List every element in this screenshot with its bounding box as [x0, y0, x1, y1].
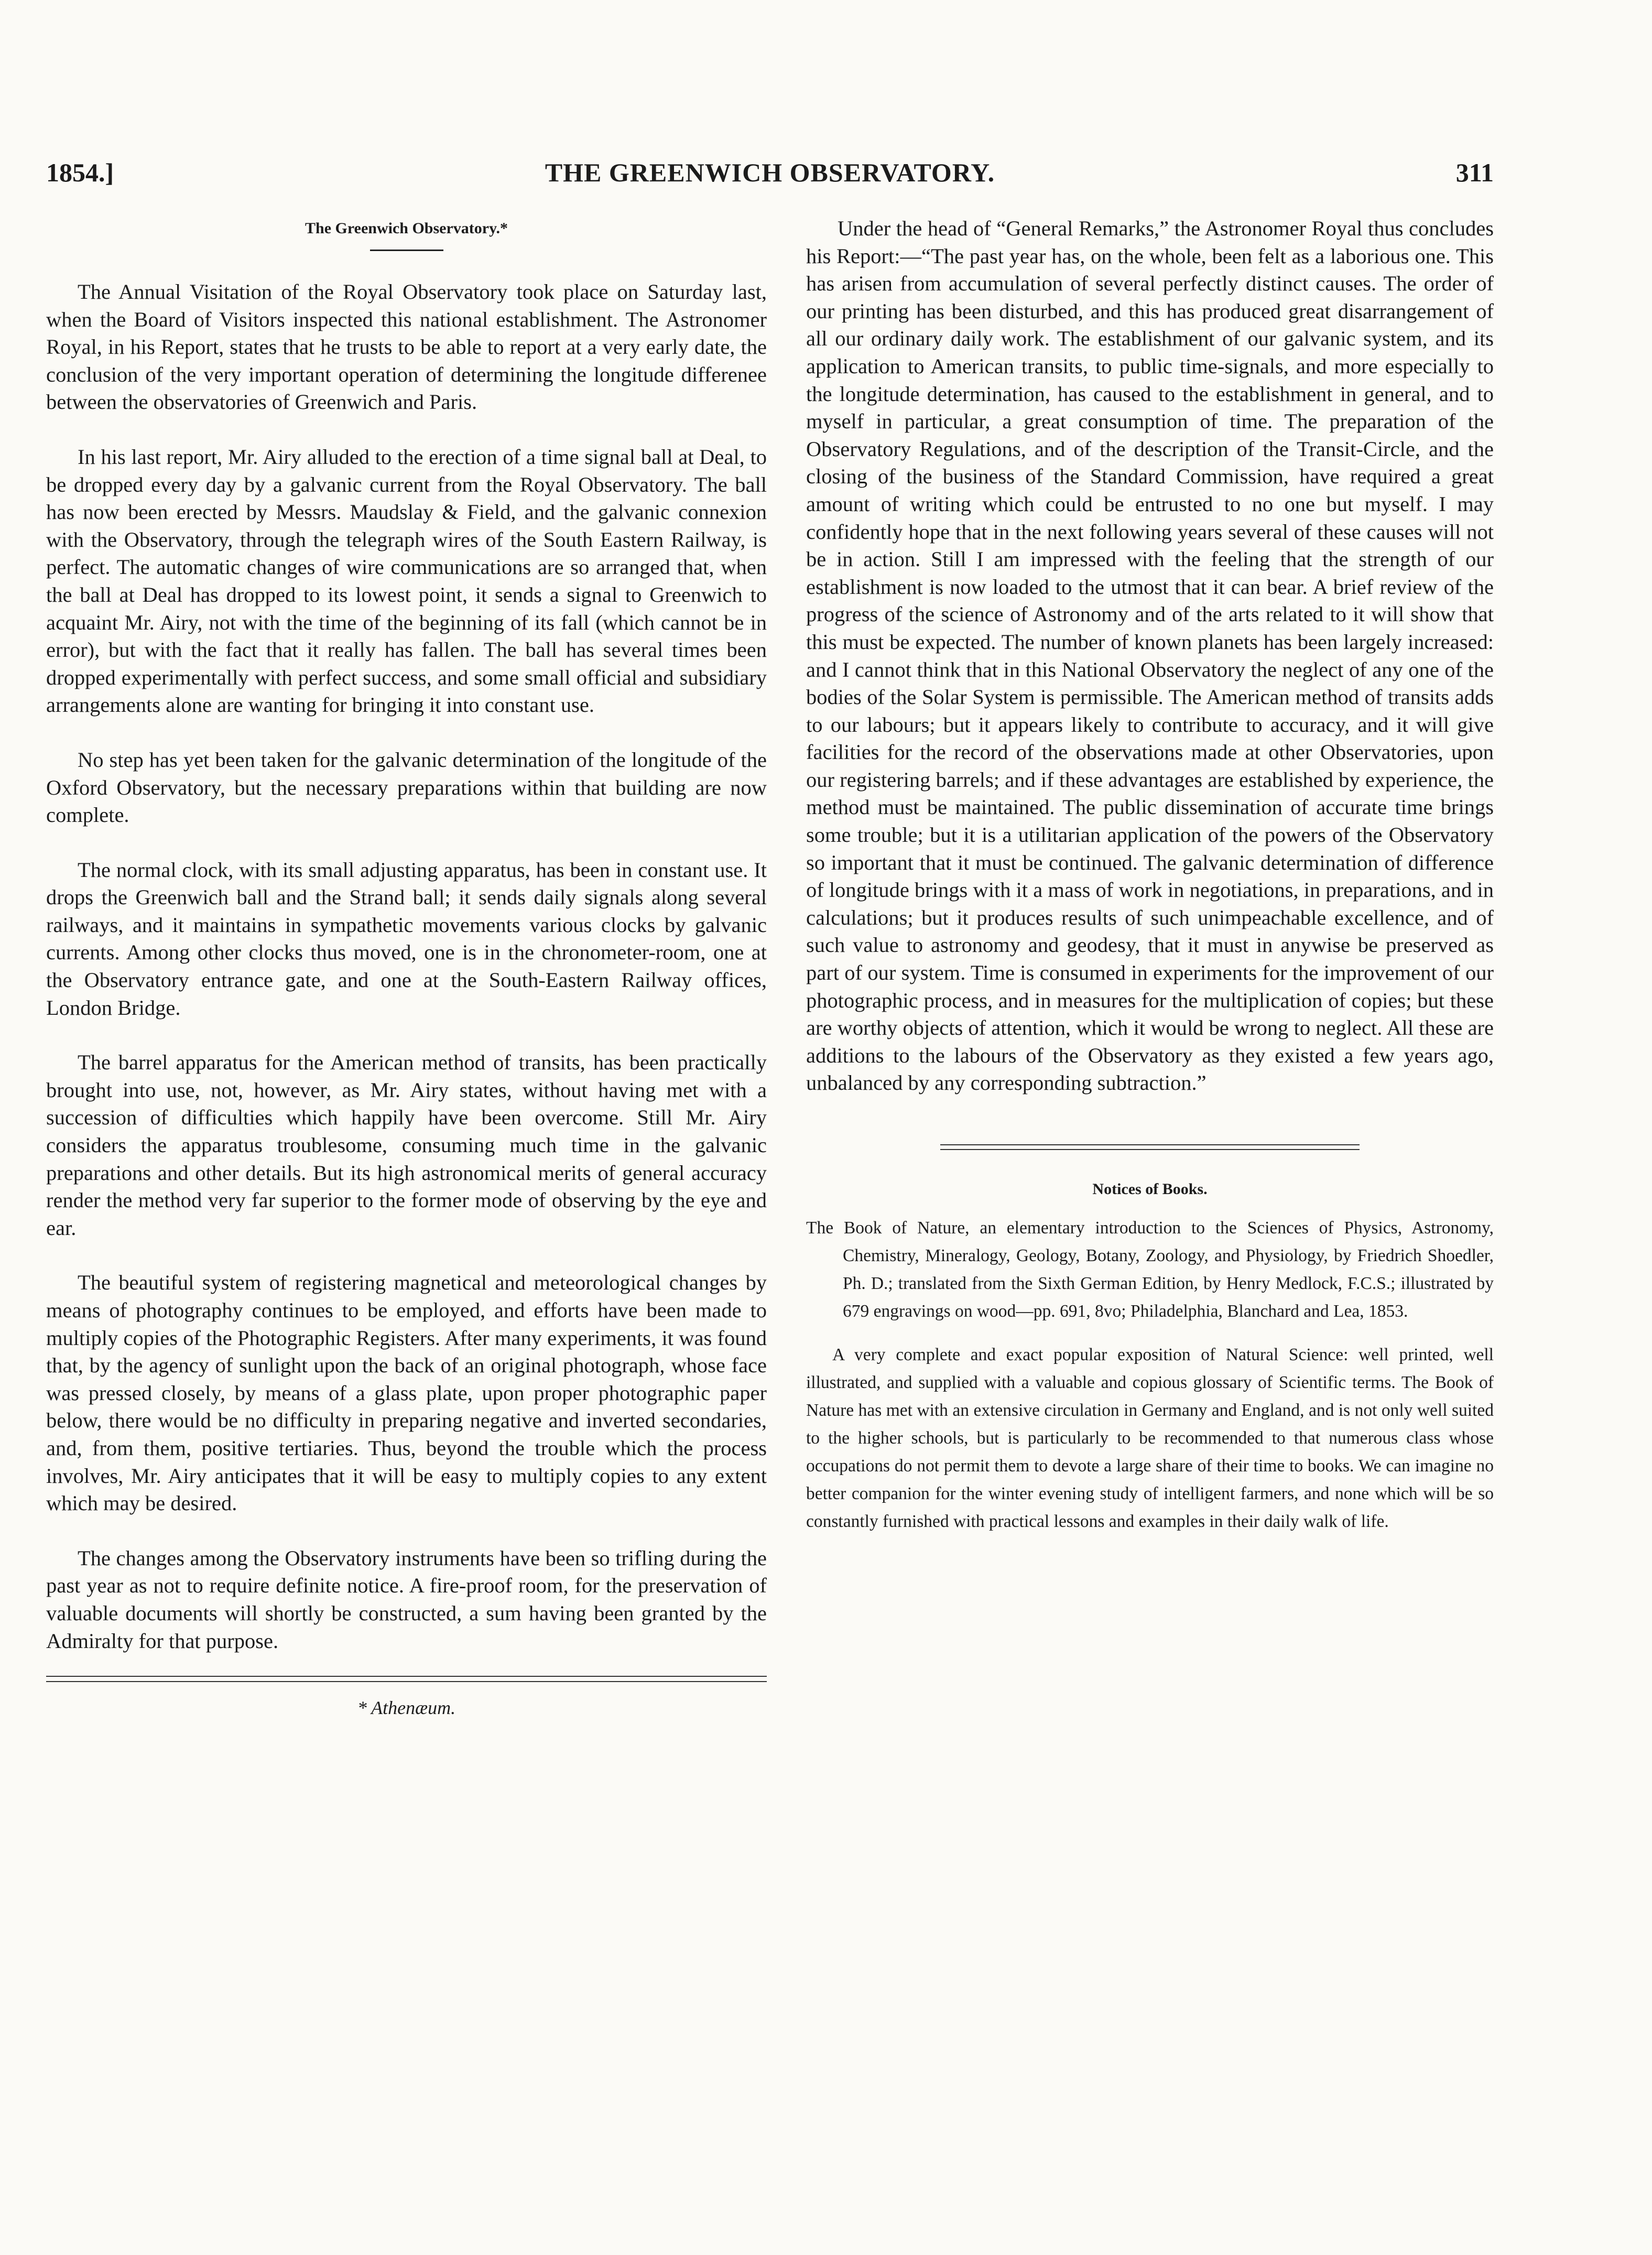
article-paragraph: The beautiful system of registering magnetical and meteorological changes by means of photography continues to be employed, and efforts have been made to multiply copies of the Photographic Registers. After many experiments, it was found that, by the agency of sunlight upon the back of an original photograph, whose face was pressed closely, by means of a glass plate, upon proper photographic paper below, there would be no difficulty in preparing negative and inverted secondaries, and, from them, positive tertiaries. Thus, beyond the trouble which the process involves, Mr. Airy anticipates that it will be easy to multiply copies to any extent which may be desired.	[46, 1271, 767, 1515]
article-paragraph: Under the head of “General Remarks,” the Astronomer Royal thus concludes his Report:—“The past year has, on the whole, been felt as a laborious one. This has arisen from accumulation of several perfectly distinct causes. The order of our printing has been disturbed, and this has produced great disarrangement of all our ordinary daily work. The establishment of our galvanic system, and its application to American transits, to public time-signals, and more especially to the longitude determination, has caused to the establishment in general, and to myself in particular, a great consumption of time. The preparation of the Observatory Regulations, and of the description of the Transit-Circle, and the closing of the business of the Standard Commission, have required a great amount of writing which could be entrusted to no one but myself. I may confidently hope that in the next following years several of these causes will not be in action. Still I am impressed with the feeling that the strength of our establishment is now loaded to the utmost that it can bear. A brief review of the progress of the science of Astronomy and of the arts related to it will show that this must be expected. The number of known planets has been largely increased: and I cannot think that in this National Observatory the neglect of any one of the bodies of the Solar System is permissible. The American method of transits adds to our labours; but it appears likely to contribute to accuracy, and it will give facilities for the record of the observations made at other Observatories, upon our registering barrels; and if these advantages are established by experience, the method must be maintained. The public dissemination of accurate time brings some trouble; but it is a utilitarian application of the powers of the Observatory so important that it must be continued. The galvanic determination of difference of longitude brings with it a mass of work in negotiations, in preparations, and in calculations; but it produces results of such unimpeachable excellence, and of such value to astronomy and geodesy, that it must in anywise be preserved as part of our system. Time is consumed in experiments for the improvement of our photographic process, and in measures for the multiplication of copies; but these are worthy objects of attention, which it would be wrong to neglect. All these are additions to the labours of the Observatory as they existed a few years ago, unbalanced by any corresponding subtraction.”	[806, 216, 1494, 1095]
header-year: 1854.]	[46, 158, 114, 187]
right-column	[806, 215, 1494, 1535]
article-paragraph: The barrel apparatus for the American method of transits, has been practically brought into use, not, however, as Mr. Airy states, without having met with a succession of difficulties which happily have been overcome. Still Mr. Airy considers the apparatus troublesome, consuming much time in the galvanic preparations and other details. But its high astronomical merits of general accuracy render the method very far superior to the former mode of observing by the eye and ear.	[46, 1050, 767, 1240]
footnote-rule	[46, 1676, 767, 1682]
header-page-number: 311	[1455, 158, 1494, 187]
footnote: * Athenæum.	[357, 1697, 456, 1719]
book-review: A very complete and exact popular exposition of Natural Science: well printed, well illustrated, and supplied with a valuable and copious glossary of Scientific terms. The Book of Nature has met with an extensive circulation in Germany and England, and is not only well suited to the higher schools, but is particularly to be recommended to that numerous class whose occupations do not permit them to devote a large share of their time to books. We can imagine no better companion for the winter evening study of intelligent farmers, and none which will be so constantly furnished with practical lessons and examples in their daily walk of life.	[806, 1345, 1494, 1531]
section-divider	[940, 1144, 1360, 1150]
heading-rule	[370, 250, 443, 251]
left-column	[46, 215, 767, 1719]
article-paragraph: The normal clock, with its small adjusting apparatus, has been in constant use. It drops the Greenwich ball and the Strand ball; it sends daily signals along several railways, and it maintains in sympathetic movements various clocks by galvanic currents. Among other clocks thus moved, one is in the chronometer-room, one at the Observatory entrance gate, and one at the South-Eastern Railway offices, London Bridge.	[46, 858, 767, 1020]
article-paragraph: The Annual Visitation of the Royal Observatory took place on Saturday last, when the Board of Visitors inspected this national establishment. The Astronomer Royal, in his Report, states that he trusts to be able to report at a very early date, the conclusion of the very important operation of determining the longitude differenee between the observatories of Greenwich and Paris.	[46, 280, 767, 414]
article-paragraph: No step has yet been taken for the galvanic determination of the longitude of the Oxford Observatory, but the necessary preparations within that building are now complete.	[46, 747, 767, 827]
book-citation: The Book of Nature, an elementary introduction to the Sciences of Physics, Astronomy, Chemistry, Mineralogy, Geology, Botany, Zoology, and Physiology, by Friedrich Shoedler, Ph. D.; translated from the Sixth German Edition, by Henry Medlock, F.C.S.; illustrated by 679 engravings on wood—pp. 691, 8vo; Philadelphia, Blanchard and Lea, 1853.	[806, 1218, 1494, 1321]
article-heading: The Greenwich Observatory.*	[305, 220, 508, 237]
article-paragraph: In his last report, Mr. Airy alluded to the erection of a time signal ball at Deal, to be dropped every day by a galvanic current from the Royal Observatory. The ball has now been erected by Messrs. Maudslay & Field, and the galvanic connexion with the Observatory, through the telegraph wires of the South Eastern Railway, is perfect. The automatic changes of wire communications are so arranged that, when the ball at Deal has dropped to its lowest point, it sends a signal to Greenwich to acquaint Mr. Airy, not with the time of the beginning of its fall (which cannot be in error), but with the fact that it really has fallen. The ball has several times been dropped experimentally with perfect success, and some small official and subsidiary arrangements alone are wanting for bringing it into constant use.	[46, 445, 767, 717]
header-title: THE GREENWICH OBSERVATORY.	[545, 158, 995, 187]
notices-heading: Notices of Books.	[1092, 1180, 1208, 1198]
running-header	[46, 157, 1494, 194]
article-paragraph: The changes among the Observatory instruments have been so trifling during the past year as not to require definite notice. A fire-proof room, for the preservation of valuable documents will shortly be constructed, a sum having been granted by the Admiralty for that purpose.	[46, 1546, 767, 1653]
